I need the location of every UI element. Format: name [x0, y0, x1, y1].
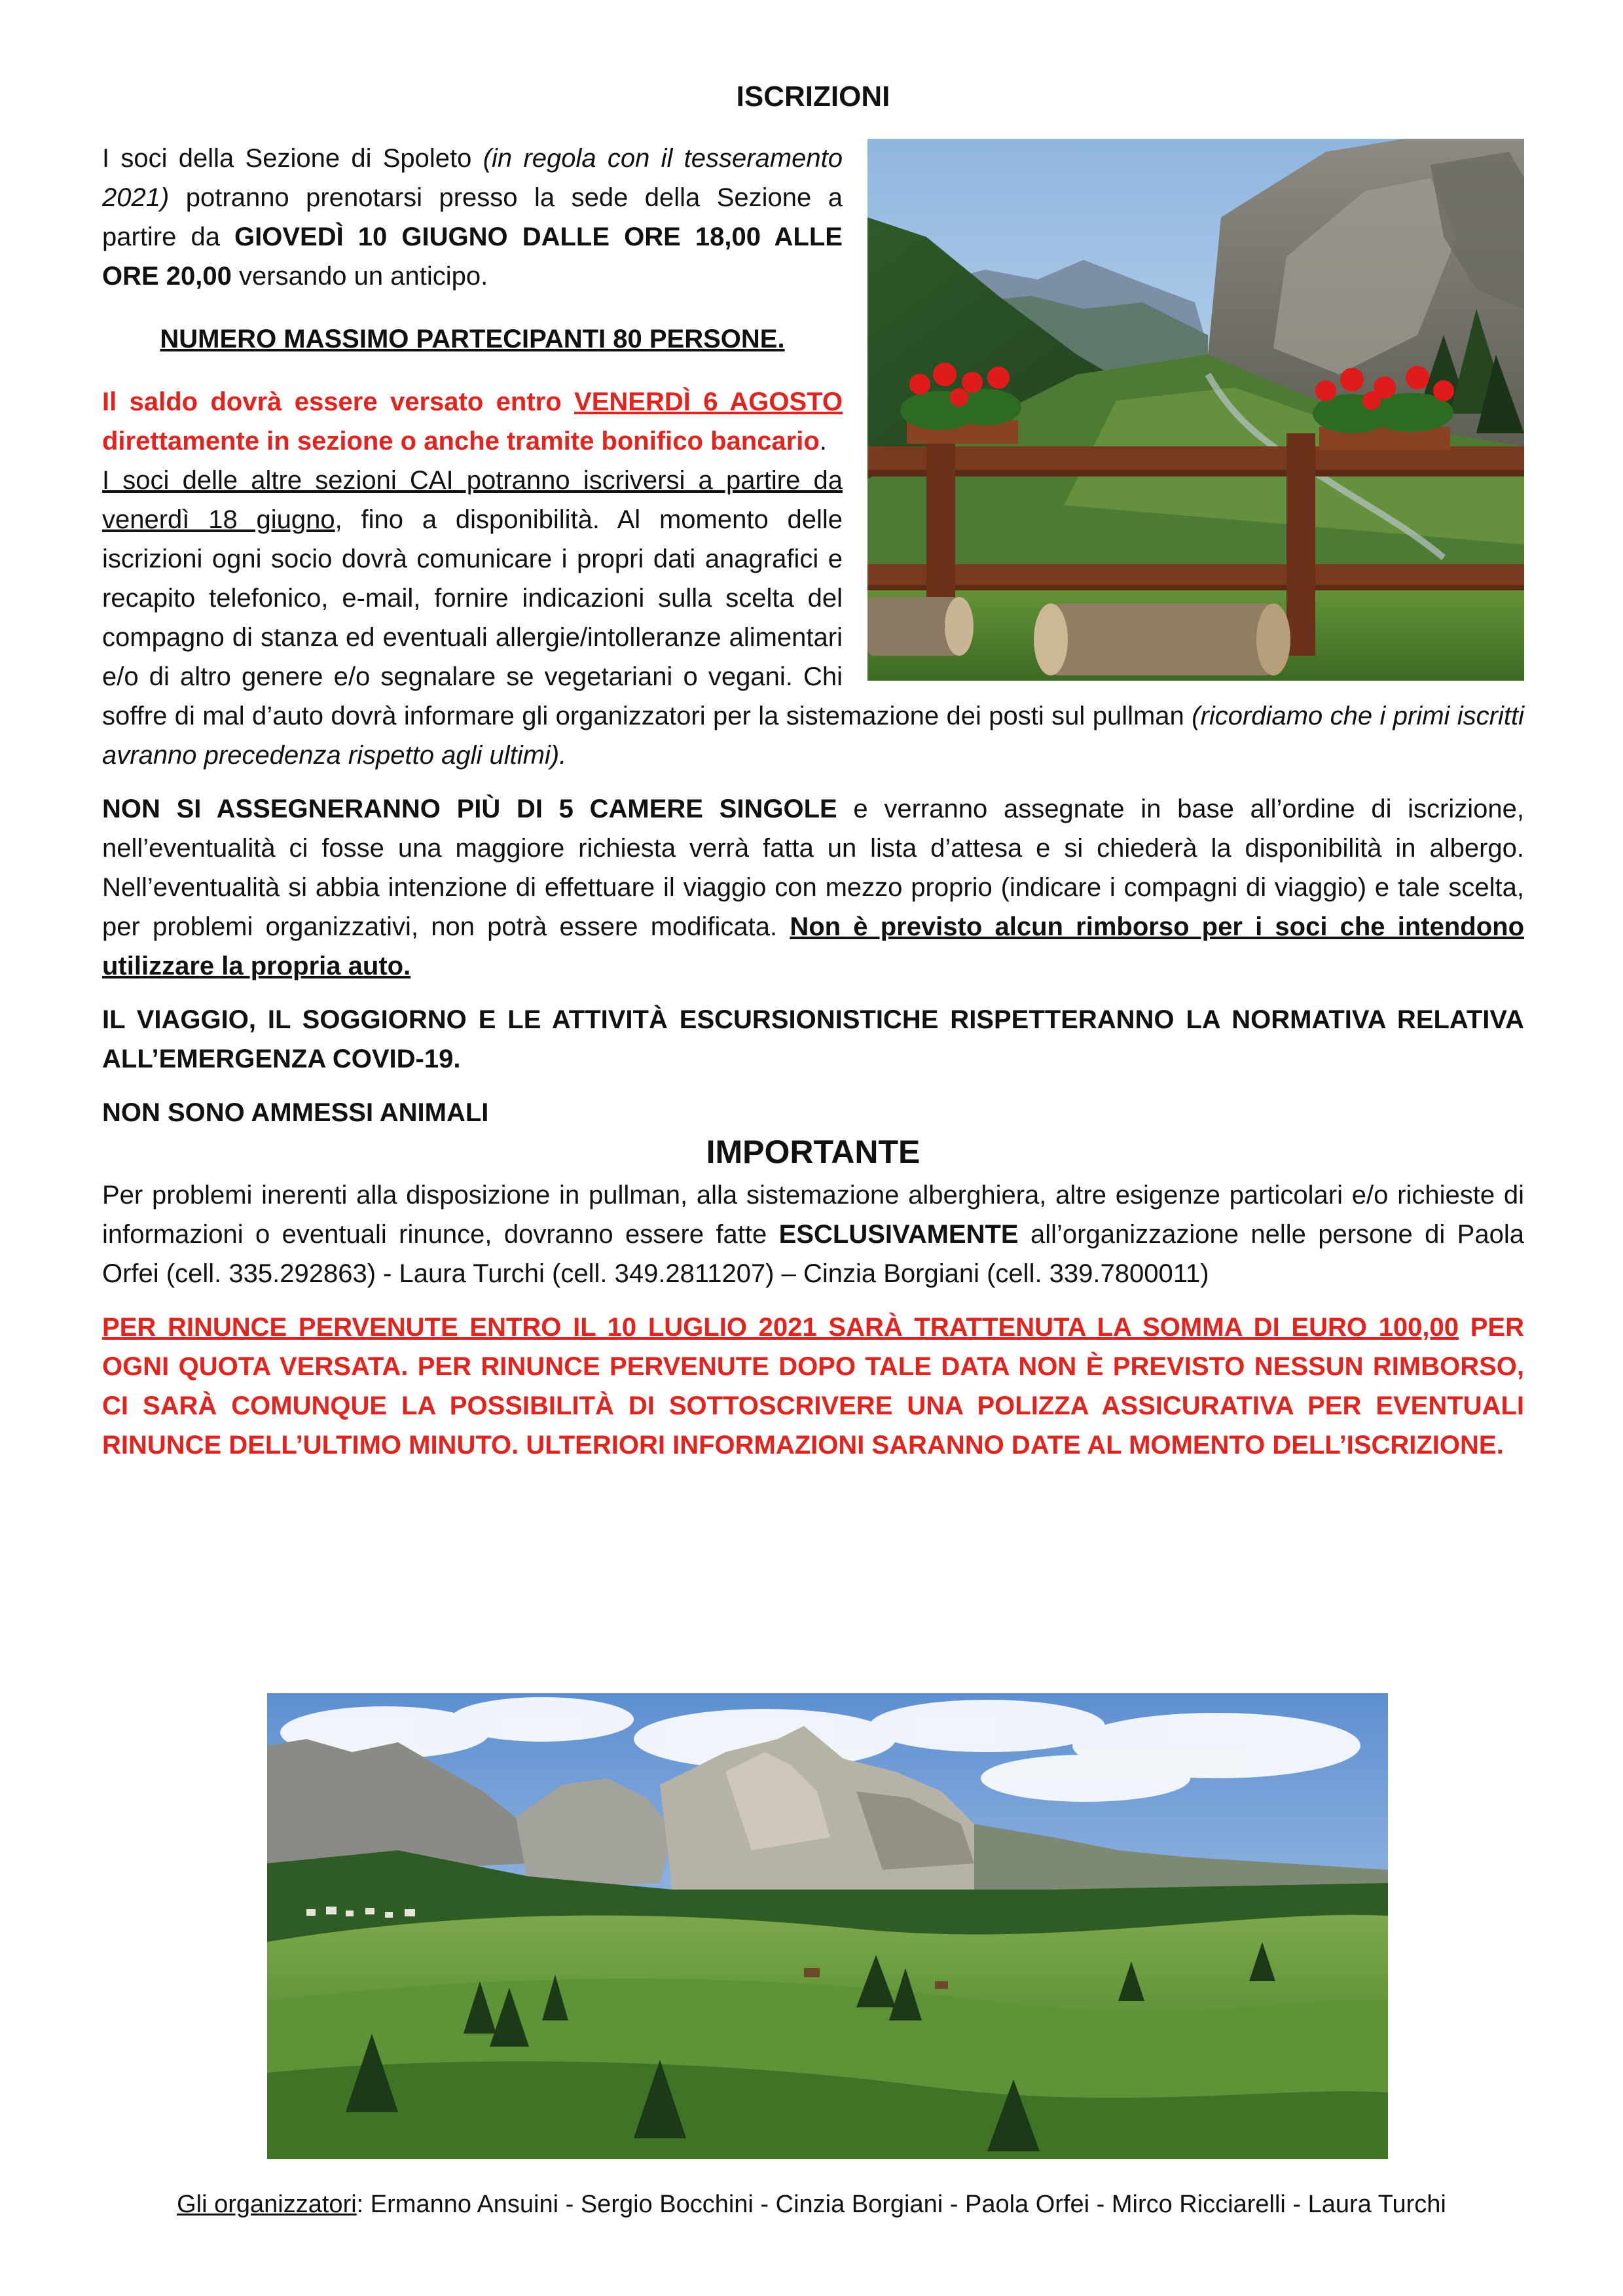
rinunce-text: PER OGNI QUOTA VERSATA. PER RINUNCE PERVENUTE DOPO TALE DATA NON È PREVISTO NESSUN RIMBORSO, CI SARÀ COMUNQUE LA POSSIBILITÀ DI SOTTOSCRIVERE UNA POLIZZA ASSICURATIVA PER EVENTUALI RINUNCE DELL’ULTIMO MINUTO. ULTERIORI INFORMAZIONI SARANNO DATE AL MOMENTO DELL’ISCRIZIONE. — [102, 1313, 1524, 1460]
spacer — [102, 1293, 1524, 1308]
intro-text-1: I soci della Sezione di Spoleto — [102, 144, 483, 173]
organizers-names: : Ermanno Ansuini - Sergio Bocchini - Cinzia Borgiani - Paola Orfei - Mirco Ricciarelli - Laura Turchi — [356, 2191, 1446, 2218]
intro-italic: (in regola con il tesseramento 2021) — [102, 144, 843, 212]
intro-text-3: versando un anticipo. — [231, 262, 488, 291]
valley-fence-photo — [867, 139, 1524, 681]
organizers-label: Gli organizzatori — [177, 2191, 357, 2218]
intro-text-2: potranno prenotarsi presso la sede della Sezione a partire da — [102, 183, 843, 251]
spacer — [102, 1079, 1524, 1093]
saldo-date-underlined: VENERDÌ 6 AGOSTO — [574, 387, 843, 416]
altre-sezioni-underlined: I soci delle altre sezioni CAI potranno iscriversi a partire da venerdì 18 giugno — [102, 466, 843, 534]
dolomites-illustration — [267, 1693, 1388, 2159]
valley-fence-illustration — [867, 139, 1524, 681]
altre-sezioni-text: , fino a disponibilità. Al momento delle iscrizioni ogni socio dovrà comunicare i propri dati anagrafici e recapito telefonico, e-mail, fornire indicazioni sulla scelta del compagno di stanza ed eventuali allergie/intolleranze alimentari e/o di altro genere e/o segnalare se vegetariani o vegani. Chi soffre di mal d’auto dovrà informare gli organizzatori per la sistemazione dei posti sul pullman — [102, 505, 1192, 730]
importante-bold: ESCLUSIVAMENTE — [778, 1220, 1019, 1249]
saldo-end: . — [819, 427, 827, 456]
covid-paragraph — [102, 1000, 1524, 1079]
intro-date-bold: GIOVEDÌ 10 GIUGNO DALLE ORE 18,00 ALLE ORE 20,00 — [102, 223, 843, 291]
section-title-iscrizioni: ISCRIZIONI — [736, 81, 890, 113]
section-title-importante: IMPORTANTE — [706, 1134, 921, 1170]
altre-sezioni-italic: (ricordiamo che i primi iscritti avranno precedenza rispetto agli ultimi). — [102, 702, 1524, 770]
content-column — [102, 77, 1524, 1465]
animali-paragraph — [102, 1093, 1524, 1132]
spacer — [102, 986, 1524, 1000]
importante-paragraph — [102, 1175, 1524, 1293]
singole-text: e verranno assegnate in base all’ordine di iscrizione, nell’eventualità ci fosse una maggiore richiesta verrà fatta un lista d’attesa e si chiederà la disponibilità in albergo. Nell’eventualità si abbia intenzione di effettuare il viaggio con mezzo proprio (indicare i compagni di viaggio) e tale scelta, per problemi organizzativi, non potrà essere modificata. — [102, 795, 1524, 941]
organizers-footer — [0, 2186, 1623, 2223]
singole-paragraph — [102, 789, 1524, 986]
animali-text: NON SONO AMMESSI ANIMALI — [102, 1098, 489, 1127]
saldo-text-2: direttamente in sezione o anche tramite bonifico bancario — [102, 427, 820, 456]
importante-text-2: all’organizzazione nelle persone di Paola Orfei (cell. 335.292863) - Laura Turchi (cell. 349.2811207) – Cinzia Borgiani (cell. 339.7800011) — [102, 1220, 1524, 1288]
importante-text-1: Per problemi inerenti alla disposizione in pullman, alla sistemazione alberghiera, altre esigenze particolari e/o richieste di informazioni o eventuali rinunce, dovranno essere fatte — [102, 1181, 1524, 1249]
max-participants-text: NUMERO MASSIMO PARTECIPANTI 80 PERSONE. — [160, 325, 785, 353]
rinunce-paragraph — [102, 1308, 1524, 1465]
saldo-text-1: Il saldo dovrà essere versato entro — [102, 387, 575, 416]
singole-bold: NON SI ASSEGNERANNO PIÙ DI 5 CAMERE SINGOLE — [102, 795, 837, 823]
dolomites-meadow-photo — [267, 1693, 1388, 2159]
rinunce-underlined: PER RINUNCE PERVENUTE ENTRO IL 10 LUGLIO 2021 SARÀ TRATTENUTA LA SOMMA DI EURO 100,00 — [102, 1313, 1459, 1342]
rimborso-auto-note: Non è previsto alcun rimborso per i soci che intendono utilizzare la propria auto. — [102, 912, 1525, 980]
covid-text: IL VIAGGIO, IL SOGGIORNO E LE ATTIVITÀ ESCURSIONISTICHE RISPETTERANNO LA NORMATIVA RELATIVA ALL’EMERGENZA COVID-19. — [102, 1005, 1524, 1073]
spacer — [102, 775, 1524, 789]
